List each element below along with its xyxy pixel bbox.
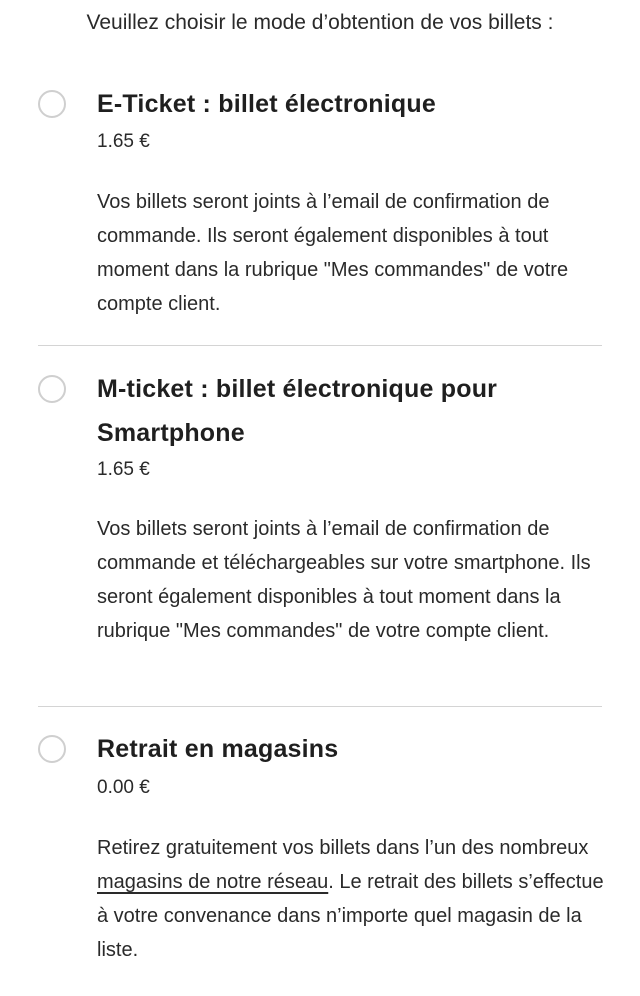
store-pickup-description — [97, 831, 617, 967]
e-ticket-title[interactable]: E-Ticket : billet électronique — [97, 90, 436, 118]
divider — [38, 706, 602, 707]
store-pickup-description-start: Retirez gratuitement vos billets dans l’un des nombreux — [97, 837, 589, 859]
store-network-link[interactable]: magasins de notre réseau — [97, 871, 329, 893]
m-ticket-title[interactable]: M-ticket : billet électronique pour Smartphone — [97, 375, 498, 447]
e-ticket-price: 1.65 € — [97, 131, 150, 152]
store-pickup-title[interactable]: Retrait en magasins — [97, 735, 339, 763]
store-pickup-radio[interactable] — [38, 735, 66, 763]
m-ticket-price: 1.65 € — [97, 459, 150, 480]
m-ticket-radio[interactable] — [38, 375, 66, 403]
store-pickup-price: 0.00 € — [97, 777, 150, 798]
divider — [38, 345, 602, 346]
e-ticket-description: Vos billets seront joints à l’email de confirmation de commande. Ils seront également disponibles à tout moment dans la rubrique "Mes commandes" de votre compte client. — [97, 191, 569, 315]
delivery-mode-prompt: Veuillez choisir le mode d’obtention de vos billets : — [86, 11, 554, 34]
m-ticket-description: Vos billets seront joints à l’email de confirmation de commande et téléchargeables sur votre smartphone. Ils seront également disponibles à tout moment dans la rubrique "Mes commandes" de votre compte client. — [97, 518, 591, 642]
store-pickup-description-end: . Le retrait des billets s’effectue à votre convenance dans n’importe quel magasin de la liste. — [97, 871, 604, 961]
e-ticket-radio[interactable] — [38, 90, 66, 118]
